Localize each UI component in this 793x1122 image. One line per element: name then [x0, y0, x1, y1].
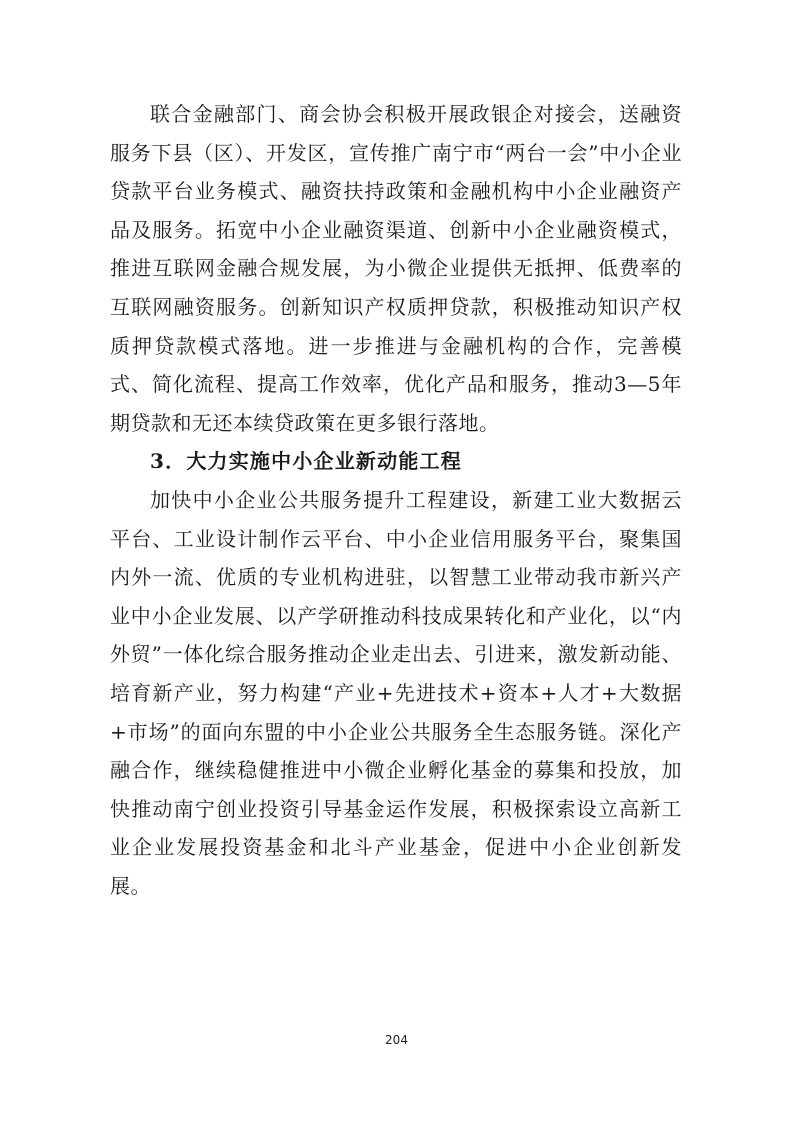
paragraph-public-service-platform: 加快中小企业公共服务提升工程建设，新建工业大数据云平台、工业设计制作云平台、中小企业信用服务平台，聚集国内外一流、优质的专业机构进驻，以智慧工业带动我市新兴产业中小企业发展、以产学研推动科技成果转化和产业化，以“内外贸”一体化综合服务推动企业走出去、引进来，激发新动能、培育新产业，努力构建“产业+先进技术+资本+人才+大数据+市场”的面向东盟的中小企业公共服务全生态服务链。深化产融合作，继续稳健推进中小微企业孵化基金的募集和投放，加快推动南宁创业投资引导基金运作发展，积极探索设立高新工业企业发展投资基金和北斗产业基金，促进中小企业创新发展。: [110, 487, 682, 898]
paragraph-financing-services: 联合金融部门、商会协会积极开展政银企对接会，送融资服务下县（区）、开发区，宣传推广南宁市“两台一会”中小企业贷款平台业务模式、融资扶持政策和金融机构中小企业融资产品及服务。拓宽中小企业融资渠道、创新中小企业融资模式，推进互联网金融合规发展，为小微企业提供无抵押、低费率的互联网融资服务。创新知识产权质押贷款，积极推动知识产权质押贷款模式落地。进一步推进与金融机构的合作，完善模式、简化流程、提高工作效率，优化产品和服务，推动3—5年期贷款和无还本续贷政策在更多银行落地。: [110, 102, 682, 435]
section-heading-new-momentum: 3．大力实施中小企业新动能工程: [150, 449, 462, 474]
document-body: [110, 95, 682, 905]
page-number: 204: [385, 1033, 408, 1047]
